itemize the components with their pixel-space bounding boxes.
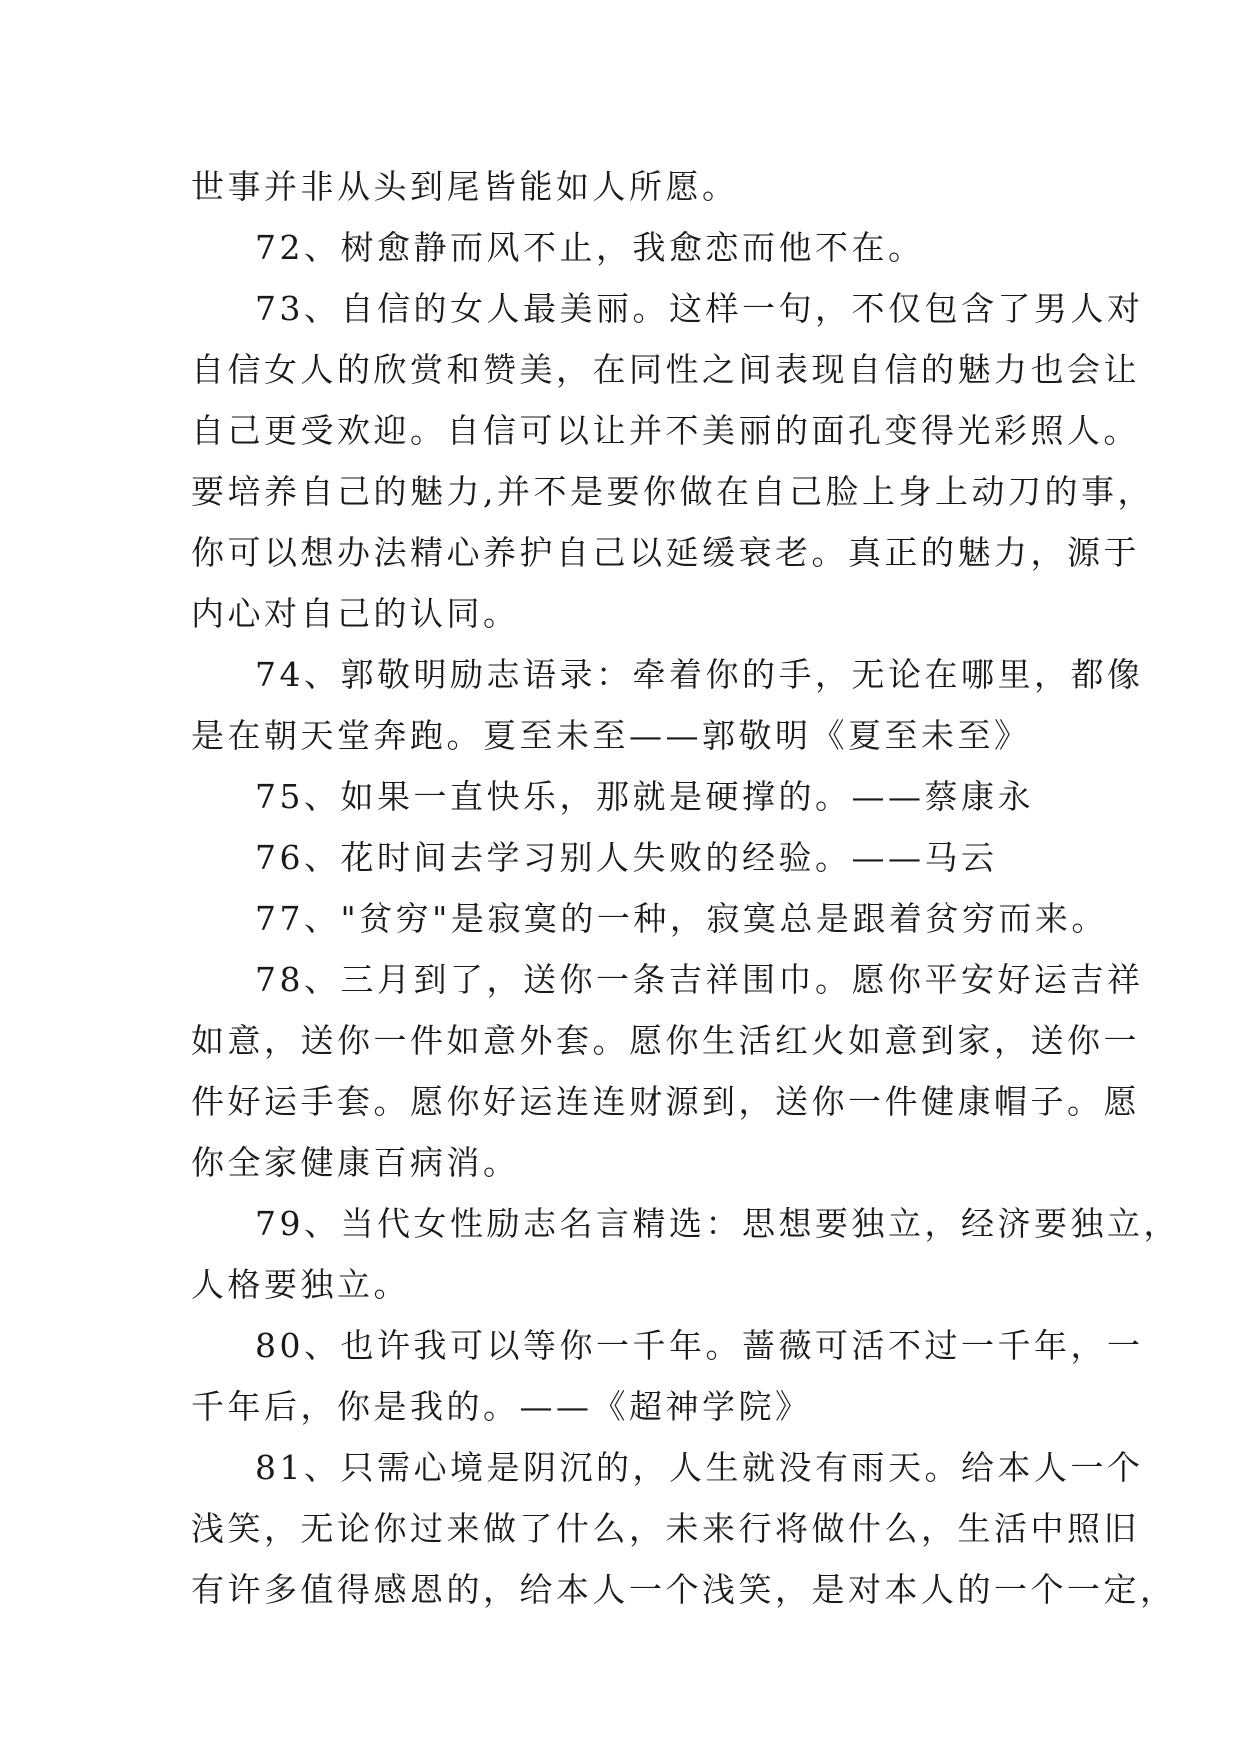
text-line: 件好运手套。愿你好运连连财源到，送你一件健康帽子。愿 bbox=[191, 1082, 1140, 1121]
paragraph-72 bbox=[191, 217, 1051, 278]
text-line: 如意，送你一件如意外套。愿你生活红火如意到家，送你一 bbox=[191, 1021, 1140, 1060]
text-line: 人格要独立。 bbox=[191, 1265, 410, 1304]
text-line: 你可以想办法精心养护自己以延缓衰老。真正的魅力，源于 bbox=[191, 533, 1140, 572]
text-line: 内心对自己的认同。 bbox=[191, 594, 520, 633]
text-line: 你全家健康百病消。 bbox=[191, 1143, 520, 1182]
paragraph-75 bbox=[191, 766, 1051, 827]
text-line: 81、只需心境是阴沉的，人生就没有雨天。给本人一个 bbox=[255, 1448, 1144, 1487]
paragraph-80 bbox=[191, 1315, 1144, 1437]
paragraph-78 bbox=[191, 949, 1144, 1193]
text-line: 是在朝天堂奔跑。夏至未至——郭敬明《夏至未至》 bbox=[191, 716, 1031, 755]
text-line: 73、自信的女人最美丽。这样一句，不仅包含了男人对 bbox=[255, 289, 1144, 328]
text-line: 72、树愈静而风不止，我愈恋而他不在。 bbox=[255, 228, 925, 267]
paragraph-73 bbox=[191, 278, 1154, 644]
text-line: 79、当代女性励志名言精选：思想要独立，经济要独立， bbox=[255, 1204, 1180, 1243]
text-line: 浅笑，无论你过来做了什么，未来行将做什么，生活中照旧 bbox=[191, 1509, 1140, 1548]
text-line: 80、也许我可以等你一千年。蔷薇可活不过一千年，一 bbox=[255, 1326, 1144, 1365]
text-line: 75、如果一直快乐，那就是硬撑的。——蔡康永 bbox=[255, 777, 1034, 816]
text-line: 自信女人的欣赏和赞美，在同性之间表现自信的魅力也会让 bbox=[191, 350, 1140, 389]
paragraph-79 bbox=[191, 1193, 1180, 1315]
paragraph-76 bbox=[191, 827, 1051, 888]
text-line: 世事并非从头到尾皆能如人所愿。 bbox=[191, 167, 739, 206]
paragraph-74 bbox=[191, 644, 1144, 766]
text-line: 有许多值得感恩的，给本人一个浅笑，是对本人的一个一定， bbox=[191, 1570, 1177, 1609]
text-line: 要培养自己的魅力,并不是要你做在自己脸上身上动刀的事， bbox=[191, 472, 1154, 511]
text-line: 自己更受欢迎。自信可以让并不美丽的面孔变得光彩照人。 bbox=[191, 411, 1140, 450]
text-line: 78、三月到了，送你一条吉祥围巾。愿你平安好运吉祥 bbox=[255, 960, 1144, 999]
paragraph-81 bbox=[191, 1437, 1177, 1620]
text-line: 千年后，你是我的。——《超神学院》 bbox=[191, 1387, 812, 1426]
document-body bbox=[191, 156, 1180, 1620]
paragraph-77 bbox=[191, 888, 1108, 949]
text-line: 76、花时间去学习别人失败的经验。——马云 bbox=[255, 838, 998, 877]
text-line: 77、"贫穷"是寂寞的一种，寂寞总是跟着贫穷而来。 bbox=[255, 899, 1108, 938]
paragraph-continuation bbox=[191, 156, 1051, 217]
text-line: 74、郭敬明励志语录：牵着你的手，无论在哪里，都像 bbox=[255, 655, 1144, 694]
